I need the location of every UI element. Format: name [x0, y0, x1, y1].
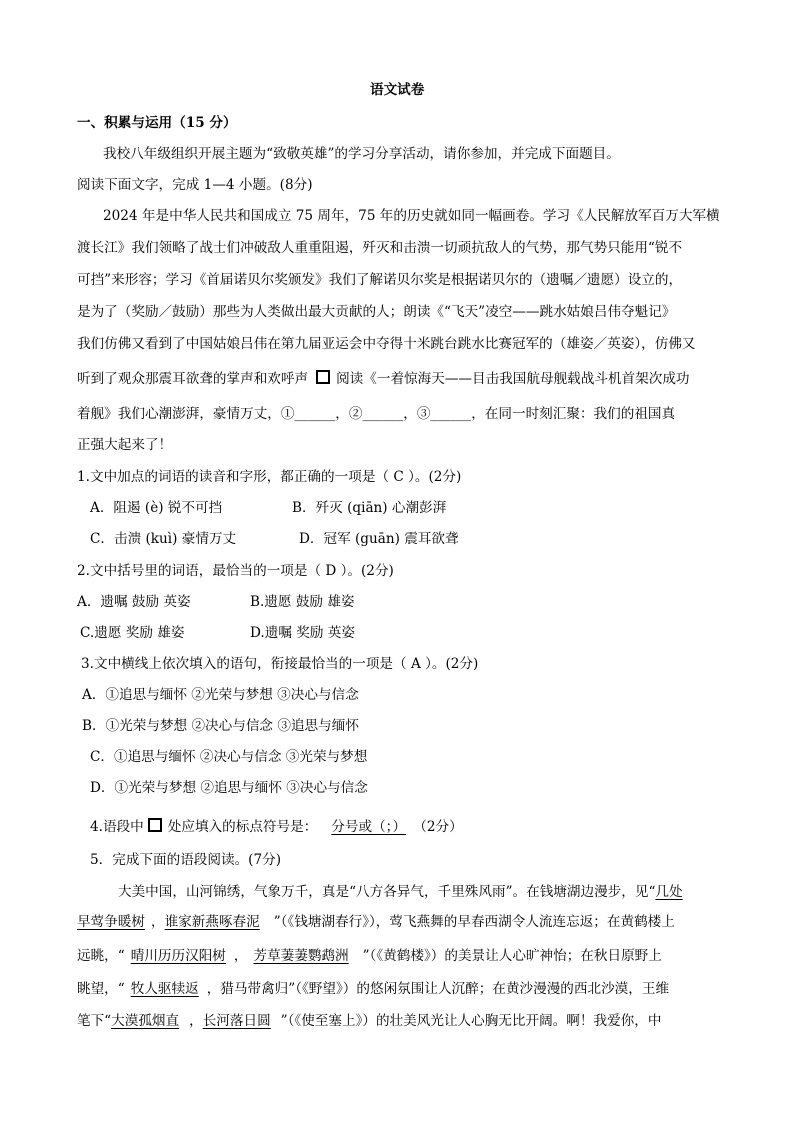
option-d: D．冠军 (guān) 震耳欲聋 [299, 531, 459, 547]
option-b: B.遗愿 鼓励 雄姿 [250, 594, 355, 610]
passage-text: 听到了观众那震耳欲聋的掌声和欢呼声 [77, 371, 309, 387]
passage-line: 可挡”来形容；学习《首届诺贝尔奖颁发》我们了解诺贝尔奖是根据诺贝尔的（遗嘱／遗愿）设立的， [77, 272, 683, 288]
read-instruction: 阅读下面文字，完成 1—4 小题。(8分) [77, 177, 313, 193]
question-text: 处应填入的标点符号是： [167, 819, 318, 835]
paragraph-line: 远眺，“ 晴川历历汉阳树 ， 芳草萋萋鹦鹉洲 ”（《黄鹤楼》）的美景让人心旷神怡；在秋日原野上 [77, 948, 662, 964]
passage-line: 正强大起来了！ [77, 437, 173, 453]
paragraph-line: 大美中国，山河锦绣，气象万千，真是“八方各异气，千里殊风雨”。在钱塘湖边漫步，见“几处 [118, 884, 683, 900]
option-a: A．①追思与缅怀 ②光荣与梦想 ③决心与信念 [82, 687, 359, 703]
question-text: 4.语段中 [90, 819, 144, 835]
question-stem: 3.文中横线上依次填入的语句，衔接最恰当的一项是（ A ）。(2分) [81, 656, 479, 672]
option-c: C.遗愿 奖励 雄姿 [80, 625, 185, 641]
option-d: D.遗嘱 奖励 英姿 [250, 625, 355, 641]
question-stem: 1.文中加点的词语的读音和字形，都正确的一项是（ C ）。(2分) [77, 469, 462, 485]
passage-line: 我们仿佛又看到了中国姑娘吕伟在第九届亚运会中夺得十米跳台跳水比赛冠军的（雄姿／英姿），仿佛又 [77, 336, 696, 352]
passage-line: 是为了（奖励／鼓励）那些为人类做出最大贡献的人；朗读《“飞天”凌空——跳水姑娘吕伟夺魁记》 [77, 304, 676, 320]
answer-text: 晴川历历汉阳树 [130, 948, 226, 964]
answer-text: 早莺争暖树 [77, 914, 145, 930]
section-heading: 一、积累与运用（15 分） [77, 115, 237, 131]
option-c: C．击溃 (kuì) 豪情万丈 [90, 531, 237, 547]
intro-text: 我校八年级组织开展主题为“致敬英雄”的学习分享活动，请你参加，并完成下面题目。 [103, 146, 620, 162]
answer-text: 谁家新燕啄春泥 [164, 914, 260, 930]
question-4 [90, 818, 463, 836]
option-b: B．歼灭 (qiān) 心潮彭湃 [292, 500, 447, 516]
passage-text: 阅读《一着惊海天——目击我国航母舰载战斗机首架次成功 [336, 371, 690, 387]
option-d: D．①光荣与梦想 ②追思与缅怀 ③决心与信念 [90, 780, 368, 796]
option-a: A．遗嘱 鼓励 英姿 [77, 594, 191, 610]
paragraph-line: 笔下“大漠孤烟直 ，长河落日圆 ”（《使至塞上》）的壮美风光让人心胸无比开阔。啊！我爱你，中 [77, 1013, 662, 1029]
answer-text: 大漠孤烟直 [111, 1013, 180, 1029]
passage-line: 2024 年是中华人民共和国成立 75 周年，75 年的历史就如同一幅画卷。学习《人民解放军百万大军横 [103, 208, 720, 224]
option-c: C．①追思与缅怀 ②决心与信念 ③光荣与梦想 [90, 749, 368, 765]
answer-text: 芳草萋萋鹦鹉洲 [253, 948, 349, 964]
option-a: A．阻遏 (è) 锐不可挡 [90, 500, 223, 516]
question-stem: 2.文中括号里的词语，最恰当的一项是（ D ）。(2分) [77, 563, 394, 579]
page-title: 语文试卷 [370, 82, 425, 98]
question-5-stem: 5．完成下面的语段阅读。(7分) [90, 852, 282, 868]
passage-line: 渡长江》我们领略了战士们冲破敌人重重阻遏，歼灭和击溃一切顽抗敌人的气势，那气势只能用“锐不 [77, 240, 683, 256]
passage-line [77, 370, 690, 388]
answer-text: 牧人驱犊返 [130, 981, 199, 997]
blank-box-icon [316, 370, 330, 384]
answer-text: 长河落日圆 [202, 1013, 271, 1029]
blank-box-icon [148, 818, 162, 832]
passage-line: 着舰》我们心潮澎湃，豪情万丈，①______，②______，③______，在同一时刻汇聚：我们的祖国真 [77, 406, 676, 422]
paragraph-line: 眺望，“ 牧人驱犊返 ，猎马带禽归”（《野望》）的悠闲氛围让人沉醉；在黄沙漫漫的西北沙漠，王维 [77, 981, 670, 997]
answer-text: 分号或（；） [331, 819, 407, 835]
score-text: （2分） [420, 819, 463, 835]
option-b: B．①光荣与梦想 ②决心与信念 ③追思与缅怀 [82, 718, 359, 734]
answer-text: 几处 [655, 884, 683, 900]
paragraph-line: 早莺争暖树 ，谁家新燕啄春泥 ”（《钱塘湖春行》），莺飞燕舞的早春西湖令人流连忘返；在黄鹤楼上 [77, 914, 675, 930]
